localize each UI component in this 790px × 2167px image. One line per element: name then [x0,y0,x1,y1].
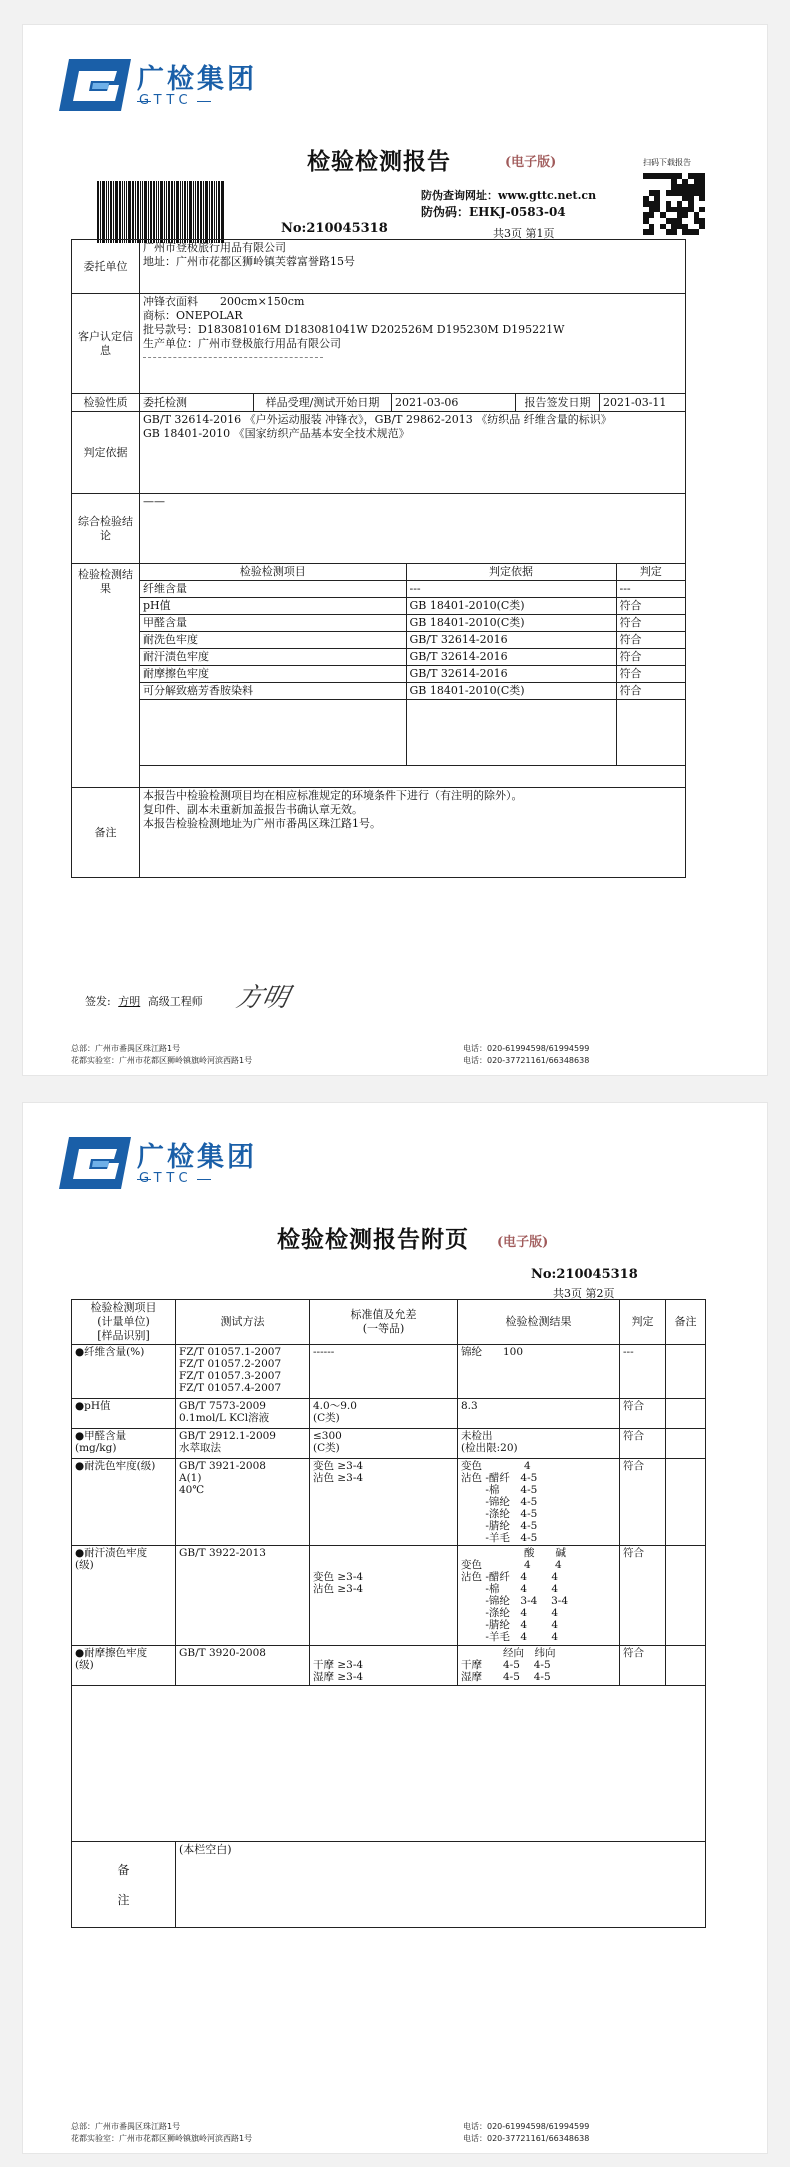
barcode-bar [100,181,101,243]
annex-verdict: 符合 [620,1546,666,1646]
results-basis: GB 18401-2010(C类) [406,615,616,632]
gttc-logo-icon [59,1137,131,1189]
barcode-bar [102,181,105,243]
annex-remark-value: (本栏空白) [176,1842,706,1928]
annex-verdict: 符合 [620,1429,666,1459]
annex-table [71,1299,706,1928]
client-name: 广州市登极旅行用品有限公司 [143,241,286,254]
footer-right [463,2121,589,2145]
results-table [140,563,685,766]
report-page-1 [22,24,768,1076]
barcode-bar [110,181,112,243]
results-basis: GB/T 32614-2016 [406,632,616,649]
results-verdict: 符合 [616,632,685,649]
annex-title: 检验检测报告附页 [277,1226,469,1253]
annex-standard: ≤300 (C类) [310,1429,458,1459]
company-logo [59,55,359,115]
footer-tel2: 电话：020-37721161/66348638 [463,2134,590,2143]
barcode-bar [180,181,181,243]
footer-hq: 总部：广州市番禺区珠江路1号 [71,1044,181,1053]
results-header-item: 检验检测项目 [140,564,406,581]
barcode-bar [193,181,194,243]
barcode-bar [150,181,152,243]
barcode-bar [122,181,123,243]
report-number: No:210045318 [281,221,388,236]
annex-row [72,1546,706,1646]
nature-label: 检验性质 [72,394,140,412]
company-logo [59,1133,359,1193]
annex-verdict: 符合 [620,1646,666,1686]
annex-item: ●纤维含量(%) [72,1345,176,1399]
annex-row [72,1399,706,1429]
results-verdict: 符合 [616,649,685,666]
barcode-bar [182,181,183,243]
barcode-bar [140,181,141,243]
annex-header: 判定 [620,1300,666,1345]
annex-note [666,1399,706,1429]
results-row [140,632,685,649]
barcode-bar [200,181,202,243]
gttc-logo-icon [59,59,131,111]
qr-module [699,229,705,235]
company-name-cn: 广检集团 [137,1142,257,1173]
barcode [97,181,297,243]
annex-verdict: 符合 [620,1399,666,1429]
results-basis: GB 18401-2010(C类) [406,598,616,615]
barcode-bar [218,181,220,243]
barcode-bar [128,181,131,243]
results-basis: GB/T 32614-2016 [406,666,616,683]
footer-left [71,2121,252,2145]
qr-code [643,173,705,235]
sign-label: 签发: [85,995,111,1008]
footer-left [71,1043,252,1067]
results-empty [140,700,406,766]
basis-line: GB 18401-2010 《国家纺织产品基本安全技术规范》 [143,427,410,440]
results-row [140,649,685,666]
signer-name: 方明 [118,995,141,1008]
barcode-bar [160,181,163,243]
sample-date-label: 样品受理/测试开始日期 [254,394,392,412]
annex-standard: ------ [310,1345,458,1399]
barcode-bar [211,181,213,243]
customer-line: 生产单位：广州市登极旅行用品有限公司 [143,337,341,350]
footer-hq: 总部：广州市番禺区珠江路1号 [71,2122,181,2131]
barcode-bar [115,181,118,243]
barcode-bar [197,181,199,243]
annex-item: ●pH值 [72,1399,176,1429]
annex-note [666,1345,706,1399]
results-verdict: --- [616,581,685,598]
annex-header: 备注 [666,1300,706,1345]
barcode-bar [119,181,121,243]
barcode-bar [142,181,143,243]
signer-title: 高级工程师 [147,995,203,1008]
barcode-bar [187,181,188,243]
results-item: 耐洗色牢度 [140,632,406,649]
report-main-table [71,239,686,878]
barcode-bar [137,181,139,243]
barcode-bar [166,181,167,243]
remark-label: 备注 [72,788,140,878]
footer-right [463,1043,589,1067]
footer-tel2: 电话：020-37721161/66348638 [463,1056,590,1065]
barcode-bar [113,181,114,243]
remark-info [140,788,686,878]
results-item: 纤维含量 [140,581,406,598]
results-item: 甲醛含量 [140,615,406,632]
customer-line: 批号款号：D183081016M D183081041W D202526M D195230M D195221W [143,323,565,336]
footer-lab: 花都实验室：广州市花都区狮岭镇旗岭河滨西路1号 [71,2134,253,2143]
remark-line: 复印件、副本未重新加盖报告书确认章无效。 [143,803,363,816]
annex-method: GB/T 3922-2013 [176,1546,310,1646]
results-cell [140,564,686,788]
results-verdict: 符合 [616,615,685,632]
client-info [140,240,686,294]
barcode-bar [214,181,215,243]
basis-label: 判定依据 [72,412,140,494]
barcode-bar [205,181,208,243]
remark-line: 本报告中检验检测项目均在相应标准规定的环境条件下进行（有注明的除外）。 [143,789,523,802]
annex-standard: 干摩 ≥3-4 湿摩 ≥3-4 [310,1646,458,1686]
page-info: 共3页 第2页 [553,1287,615,1300]
results-row [140,581,685,598]
remark-line: 本报告检验检测地址为广州市番禺区珠江路1号。 [143,817,381,830]
annex-item: ●耐汗渍色牢度 (级) [72,1546,176,1646]
annex-result: 经向 纬向 干摩 4-5 4-5 湿摩 4-5 4-5 [458,1646,620,1686]
annex-result: 变色 4 沾色 -醋纤 4-5 -棉 4-5 -锦纶 4-5 -涤纶 4-5 -腈纶 4-5 -羊毛 4-5 [458,1459,620,1546]
barcode-bar [97,181,99,243]
conclusion-value: —— [140,494,686,564]
annex-verdict: 符合 [620,1459,666,1546]
barcode-bar [216,181,217,243]
barcode-bar [176,181,179,243]
footer-tel1: 电话：020-61994598/61994599 [463,1044,590,1053]
blank-area [72,1686,706,1842]
conclusion-label: 综合检验结论 [72,494,140,564]
results-basis: --- [406,581,616,598]
customer-label: 客户认定信息 [72,294,140,394]
barcode-bar [153,181,155,243]
barcode-bar [189,181,192,243]
nature-value: 委托检测 [140,394,254,412]
barcode-bar [135,181,136,243]
annex-standard: 变色 ≥3-4 沾色 ≥3-4 [310,1459,458,1546]
barcode-bar [106,181,107,243]
annex-result: 8.3 [458,1399,620,1429]
company-name-en: GTTC [139,93,193,108]
company-name-cn: 广检集团 [137,64,257,95]
client-label: 委托单位 [72,240,140,294]
results-empty [406,700,616,766]
barcode-bar [156,181,157,243]
barcode-bar [132,181,134,243]
annex-note [666,1546,706,1646]
qr-label: 扫码下载报告 [643,158,691,167]
report-title: 检验检测报告 [307,148,451,175]
barcode-bar [209,181,210,243]
barcode-bar [174,181,175,243]
barcode-bar [221,181,224,243]
barcode-bar [171,181,173,243]
annex-result: 酸 碱 变色 4 4 沾色 -醋纤 4 4 -棉 4 4 -锦纶 3-4 3-4 -涤纶 4 4 -腈纶 4 4 -羊毛 4 4 [458,1546,620,1646]
results-row [140,615,685,632]
report-number: No:210045318 [531,1267,638,1282]
results-row [140,598,685,615]
sample-date: 2021-03-06 [392,394,516,412]
barcode-bar [203,181,204,243]
annex-item: ●甲醛含量 (mg/kg) [72,1429,176,1459]
barcode-bar [126,181,127,243]
barcode-bar [195,181,196,243]
results-verdict: 符合 [616,683,685,700]
issue-date-label: 报告签发日期 [516,394,600,412]
annex-note [666,1646,706,1686]
barcode-bar [124,181,125,243]
annex-note [666,1459,706,1546]
barcode-bar [158,181,159,243]
barcode-bar [108,181,109,243]
annex-result: 未检出 (检出限:20) [458,1429,620,1459]
customer-line: 冲锋衣面料 200cm×150cm [143,295,305,308]
results-verdict: 符合 [616,666,685,683]
annex-method: GB/T 3920-2008 [176,1646,310,1686]
annex-header: 检验检测项目 (计量单位) [样品识别] [72,1300,176,1345]
annex-header: 标准值及允差 (一等品) [310,1300,458,1345]
page-info: 共3页 第1页 [493,227,555,240]
annex-item: ●耐洗色牢度(级) [72,1459,176,1546]
annex-row [72,1646,706,1686]
annex-header: 测试方法 [176,1300,310,1345]
results-header-basis: 判定依据 [406,564,616,581]
annex-remark-label [72,1842,176,1928]
annex-method: GB/T 7573-2009 0.1mol/L KCl溶液 [176,1399,310,1429]
barcode-bar [148,181,149,243]
annex-verdict: --- [620,1345,666,1399]
results-item: pH值 [140,598,406,615]
results-verdict: 符合 [616,598,685,615]
annex-item: ●耐摩擦色牢度 (级) [72,1646,176,1686]
sign-block [85,993,203,1009]
dashed-divider [143,357,323,358]
results-empty [616,700,685,766]
results-basis: GB/T 32614-2016 [406,649,616,666]
customer-info [140,294,686,394]
annex-header: 检验检测结果 [458,1300,620,1345]
verify-code: 防伪码：EHKJ-0583-04 [421,205,566,219]
edition-label: (电子版) [497,1235,549,1250]
barcode-bar [164,181,165,243]
results-row [140,683,685,700]
footer-lab: 花都实验室：广州市花都区狮岭镇旗岭河滨西路1号 [71,1056,253,1065]
annex-method: FZ/T 01057.1-2007 FZ/T 01057.2-2007 FZ/T 01057.3-2007 FZ/T 01057.4-2007 [176,1345,310,1399]
results-item: 耐汗渍色牢度 [140,649,406,666]
annex-method: GB/T 3921-2008 A(1) 40℃ [176,1459,310,1546]
customer-line: 商标：ONEPOLAR [143,309,243,322]
barcode-bar [184,181,186,243]
annex-result: 锦纶 100 [458,1345,620,1399]
annex-row [72,1429,706,1459]
annex-standard: 4.0～9.0 (C类) [310,1399,458,1429]
barcode-bar [168,181,170,243]
handwritten-signature: 方明 [233,983,292,1013]
footer-tel1: 电话：020-61994598/61994599 [463,2122,590,2131]
results-label: 检验检测结果 [72,564,140,788]
report-page-2 [22,1102,768,2154]
results-basis: GB 18401-2010(C类) [406,683,616,700]
annex-standard: 变色 ≥3-4 沾色 ≥3-4 [310,1546,458,1646]
results-row [140,666,685,683]
annex-remark-text: 备注 [117,1862,130,1907]
results-header-verdict: 判定 [616,564,685,581]
basis-line: GB/T 32614-2016 《户外运动服装 冲锋衣》，GB/T 29862-2013 《纺织品 纤维含量的标识》 [143,413,612,426]
results-item: 可分解致癌芳香胺染料 [140,683,406,700]
results-item: 耐摩擦色牢度 [140,666,406,683]
annex-row [72,1459,706,1546]
edition-label: (电子版) [505,155,557,170]
annex-method: GB/T 2912.1-2009 水萃取法 [176,1429,310,1459]
company-name-en: GTTC [139,1171,193,1186]
annex-note [666,1429,706,1459]
basis-info [140,412,686,494]
annex-row [72,1345,706,1399]
issue-date: 2021-03-11 [600,394,686,412]
barcode-bar [144,181,147,243]
verify-site: 防伪查询网址：www.gttc.net.cn [421,189,597,202]
client-address: 地址：广州市花都区狮岭镇芙蓉富誉路15号 [143,255,355,268]
